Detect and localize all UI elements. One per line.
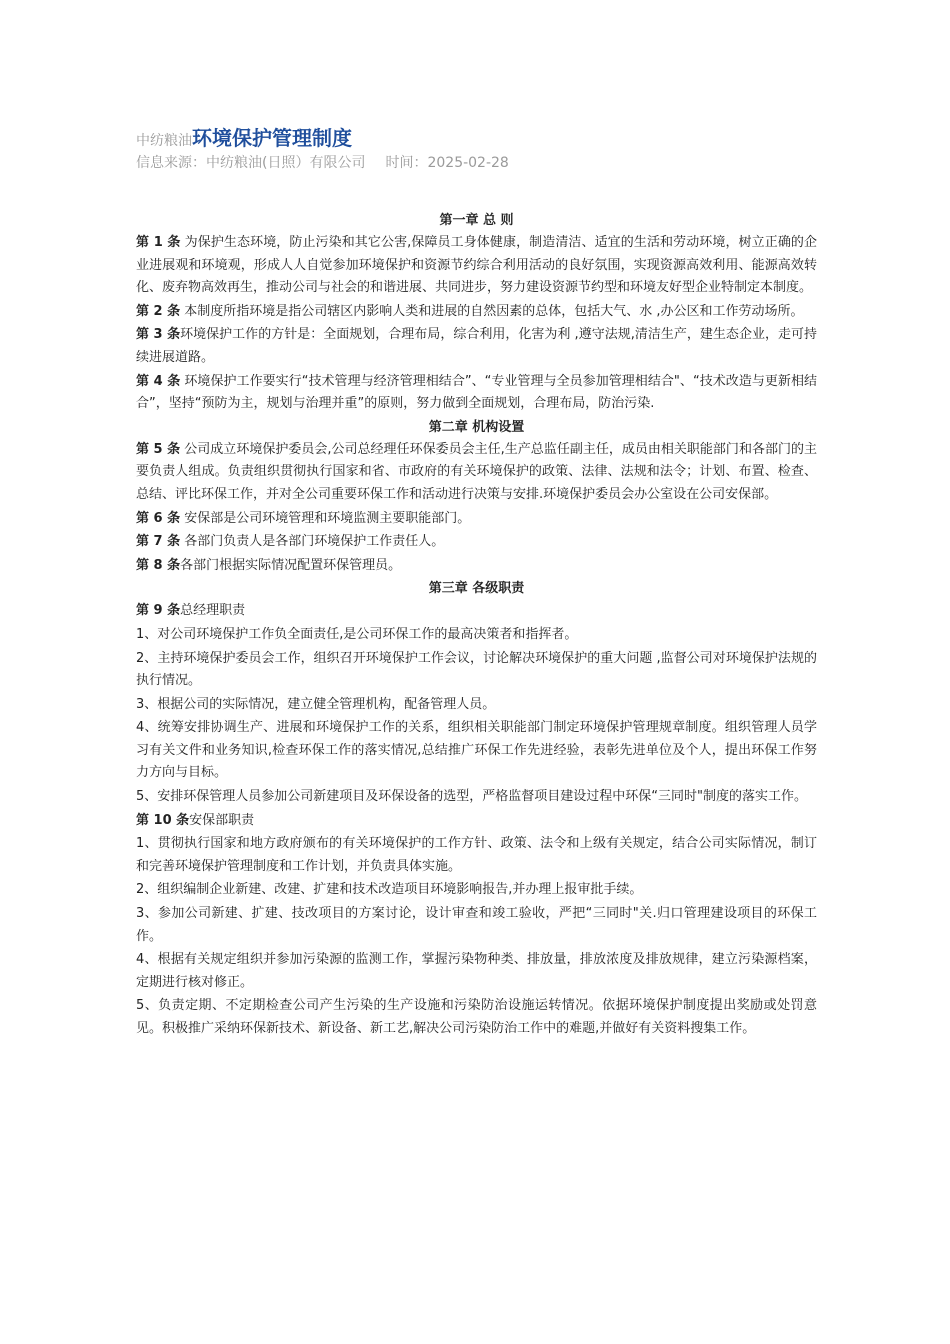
chapter-heading: 第二章 机构设置 [428, 419, 525, 435]
list-item [136, 995, 817, 1040]
article-label: 第 1 条 [136, 235, 181, 250]
list-item [136, 786, 817, 809]
article-paragraph [136, 324, 817, 369]
paragraph-text: 3、参加公司新建、扩建、技改项目的方案讨论，设计审查和竣工验收，严把“三同时"关.归口管理建设项目的环保工作。 [136, 906, 817, 944]
org-name: 中纺粮油 [136, 133, 192, 149]
paragraph-text: 安保部职责 [189, 812, 255, 828]
paragraph-text: 各部门根据实际情况配置环保管理员。 [180, 557, 402, 573]
article-paragraph [136, 232, 817, 300]
chapter-heading: 第一章 总 则 [439, 213, 514, 228]
paragraph-text: 4、统筹安排协调生产、进展和环境保护工作的关系，组织相关职能部门制定环境保护管理规章制度。组织管理人员学习有关文件和业务知识,检查环保工作的落实情况,总结推广环保工作先进经验，表彰先进单位及个人，提出环保工作努力方向与目标。 [136, 720, 817, 781]
paragraph-text: 本制度所指环境是指公司辖区内影响人类和进展的自然因素的总体，包括大气、水 ,办公区和工作劳动场所。 [180, 303, 804, 319]
paragraph-text: 安保部是公司环境管理和环境监测主要职能部门。 [180, 510, 471, 526]
article-label: 第 6 条 [136, 510, 181, 526]
article-label: 第 7 条 [136, 534, 181, 550]
paragraph-text: 1、贯彻执行国家和地方政府颁布的有关环境保护的工作方针、政策、法令和上级有关规定，结合公司实际情况，制订和完善环境保护管理制度和工作计划，并负责具体实施。 [136, 836, 817, 874]
article-label: 第 3 条 [136, 327, 181, 343]
article-label: 第 10 条 [136, 812, 190, 828]
list-item [136, 648, 817, 693]
paragraph-text: 5、安排环保管理人员参加公司新建项目及环保设备的选型，严格监督项目建设过程中环保“三同时"制度的落实工作。 [136, 789, 807, 805]
document-header [136, 122, 352, 151]
article-label: 第 9 条 [136, 603, 181, 619]
list-item [136, 949, 817, 994]
article-label: 第 5 条 [136, 441, 181, 457]
paragraph-text: 环境保护工作的方针是：全面规划，合理布局，综合利用，化害为利 ,遵守法规,清洁生产，建生态企业，走可持续进展道路。 [136, 327, 817, 365]
list-item [136, 879, 817, 902]
paragraph-text: 4、根据有关规定组织并参加污染源的监测工作，掌握污染物种类、排放量，排放浓度及排放规律，建立污染源档案，定期进行核对修正。 [136, 952, 817, 990]
list-item [136, 694, 817, 717]
article-paragraph [136, 371, 817, 416]
page-title: 环境保护管理制度 [192, 126, 352, 150]
list-item [136, 903, 817, 948]
paragraph-text: 5、负责定期、不定期检查公司产生污染的生产设施和污染防治设施运转情况。依据环境保护制度提出奖励或处罚意见。积极推广采纳环保新技术、新设备、新工艺,解决公司污染防治工作中的难题,并做好有关资料搜集工作。 [136, 998, 817, 1036]
article-label: 第 8 条 [136, 557, 181, 573]
article-paragraph [136, 508, 817, 531]
article-paragraph [136, 600, 817, 623]
list-item [136, 624, 817, 647]
chapter-heading: 第三章 各级职责 [428, 581, 525, 597]
article-paragraph [136, 301, 817, 324]
document-body [136, 210, 817, 1042]
paragraph-text: 2、主持环境保护委员会工作，组织召开环境保护工作会议，讨论解决环境保护的重大问题 ,监督公司对环境保护法规的执行情况。 [136, 650, 817, 689]
paragraph-text: 1、对公司环境保护工作负全面责任,是公司环保工作的最高决策者和指挥者。 [136, 626, 578, 642]
list-item [136, 717, 817, 785]
info-source: 信息来源：中纺粮油(日照）有限公司 [136, 155, 366, 171]
paragraph-text: 公司成立环境保护委员会,公司总经理任环保委员会主任,生产总监任副主任，成员由相关职能部门和各部门的主要负责人组成。负责组织贯彻执行国家和省、市政府的有关环境保护的政策、法律、法规和法令；计划、布置、检查、总结、评比环保工作，并对全公司重要环保工作和活动进行决策与安排.环境保护委员会办公室设在公司安保部。 [136, 441, 817, 502]
article-label: 第 4 条 [136, 373, 181, 389]
article-paragraph [136, 555, 817, 578]
publish-time: 时间：2025-02-28 [385, 155, 509, 171]
article-paragraph [136, 439, 817, 507]
paragraph-text: 总经理职责 [180, 603, 246, 619]
list-item [136, 833, 817, 878]
paragraph-text: 2、组织编制企业新建、改建、扩建和技术改造项目环境影响报告,并办理上报审批手续。 [136, 882, 643, 898]
article-label: 第 2 条 [136, 303, 181, 319]
document-meta [136, 152, 509, 172]
paragraph-text: 为保护生态环境，防止污染和其它公害,保障员工身体健康，制造清洁、适宜的生活和劳动环境，树立正确的企业进展观和环境观，形成人人自觉参加环境保护和资源节约综合利用活动的良好氛围，实现资源高效利用、能源高效转化、废弃物高效再生，推动公司与社会的和谐进展、共同进步，努力建设资源节约型和环境友好型企业特制定本制度。 [136, 235, 817, 296]
article-paragraph [136, 810, 817, 833]
paragraph-text: 各部门负责人是各部门环境保护工作责任人。 [180, 534, 445, 550]
paragraph-text: 环境保护工作要实行“技术管理与经济管理相结合”、“专业管理与全员参加管理相结合"、“技术改造与更新相结合”，坚持“预防为主，规划与治理并重”的原则，努力做到全面规划，合理布局，防治污染. [136, 373, 817, 412]
article-paragraph [136, 531, 817, 554]
paragraph-text: 3、根据公司的实际情况，建立健全管理机构，配备管理人员。 [136, 696, 496, 712]
